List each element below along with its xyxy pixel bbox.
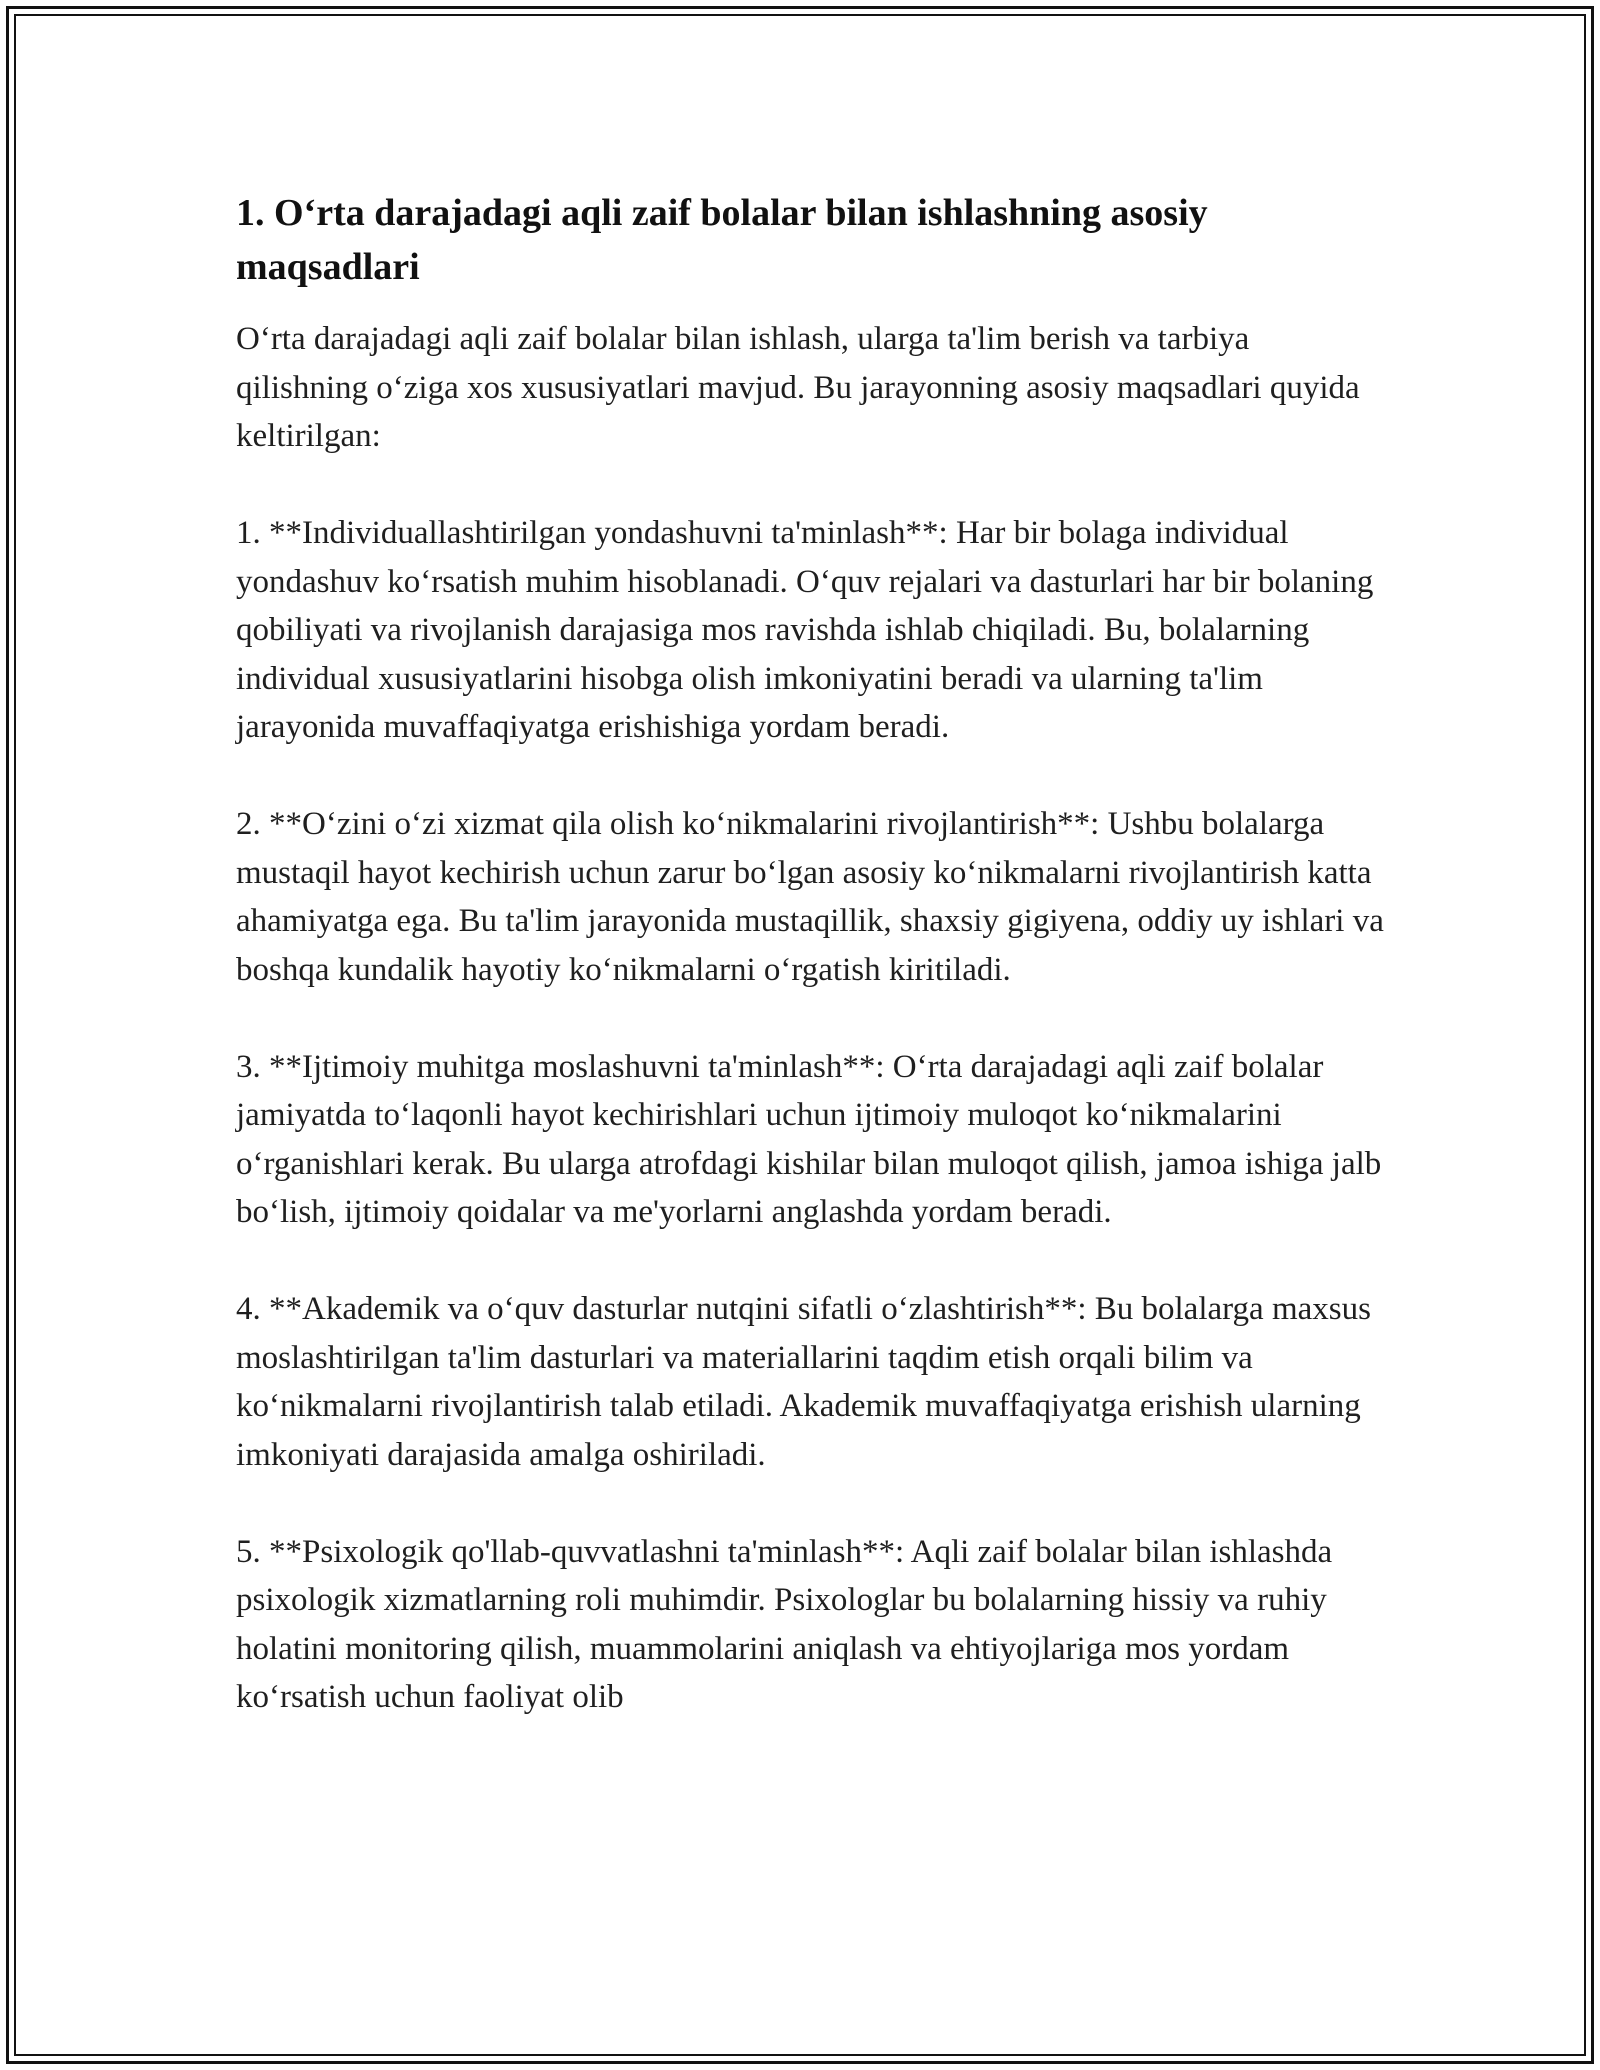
goal-paragraph-2: 2. **O‘zini o‘zi xizmat qila olish ko‘nikmalarini rivojlantirish**: Ushbu bolalarga mustaqil hayot kechirish uchun zarur bo‘lgan asosiy ko‘nikmalarni rivojlantirish katta ahamiyatga ega. Bu ta'lim jarayonida mustaqillik, shaxsiy gigiyena, oddiy uy ishlari va boshqa kundalik hayotiy ko‘nikmalarni o‘rgatish kiritiladi. — [236, 806, 1384, 988]
goal-paragraph-4: 4. **Akademik va o‘quv dasturlar nutqini sifatli o‘zlashtirish**: Bu bolalarga maxsus moslashtirilgan ta'lim dasturlari va materiallarini taqdim etish orqali bilim va ko‘nikmalarni rivojlantirish talab etiladi. Akademik muvaffaqiyatga erishish ularning imkoniyati darajasida amalga oshiriladi. — [236, 1291, 1371, 1473]
goal-paragraph-5: 5. **Psixologik qo'llab-quvvatlashni ta'minlash**: Aqli zaif bolalar bilan ishlashda psixologik xizmatlarning roli muhimdir. Psixologlar bu bolalarning hissiy va ruhiy holatini monitoring qilish, muammolarini aniqlash va ehtiyojlariga mos yordam ko‘rsatish uchun faoliyat olib — [236, 1533, 1333, 1715]
goal-paragraph-3: 3. **Ijtimoiy muhitga moslashuvni ta'minlash**: O‘rta darajadagi aqli zaif bolalar jamiyatda to‘laqonli hayot kechirishlari uchun ijtimoiy muloqot ko‘nikmalarini o‘rganishlari kerak. Bu ularga atrofdagi kishilar bilan muloqot qilish, jamoa ishiga jalb bo‘lish, ijtimoiy qoidalar va me'yorlarni anglashda yordam beradi. — [236, 1048, 1382, 1230]
document-body — [236, 186, 1386, 1722]
intro-paragraph: O‘rta darajadagi aqli zaif bolalar bilan ishlash, ularga ta'lim berish va tarbiya qilishning o‘ziga xos xususiyatlari mavjud. Bu jarayonning asosiy maqsadlari quyida keltirilgan: — [236, 321, 1360, 454]
goal-paragraph-1: 1. **Individuallashtirilgan yondashuvni ta'minlash**: Har bir bolaga individual yondashuv ko‘rsatish muhim hisoblanadi. O‘quv rejalari va dasturlari har bir bolaning qobiliyati va rivojlanish darajasiga mos ravishda ishlab chiqiladi. Bu, bolalarning individual xususiyatlarini hisobga olish imkoniyatini beradi va ularning ta'lim jarayonida muvaffaqiyatga erishishiga yordam beradi. — [236, 515, 1374, 745]
document-title: 1. O‘rta darajadagi aqli zaif bolalar bilan ishlashning asosiy maqsadlari — [236, 192, 1208, 288]
